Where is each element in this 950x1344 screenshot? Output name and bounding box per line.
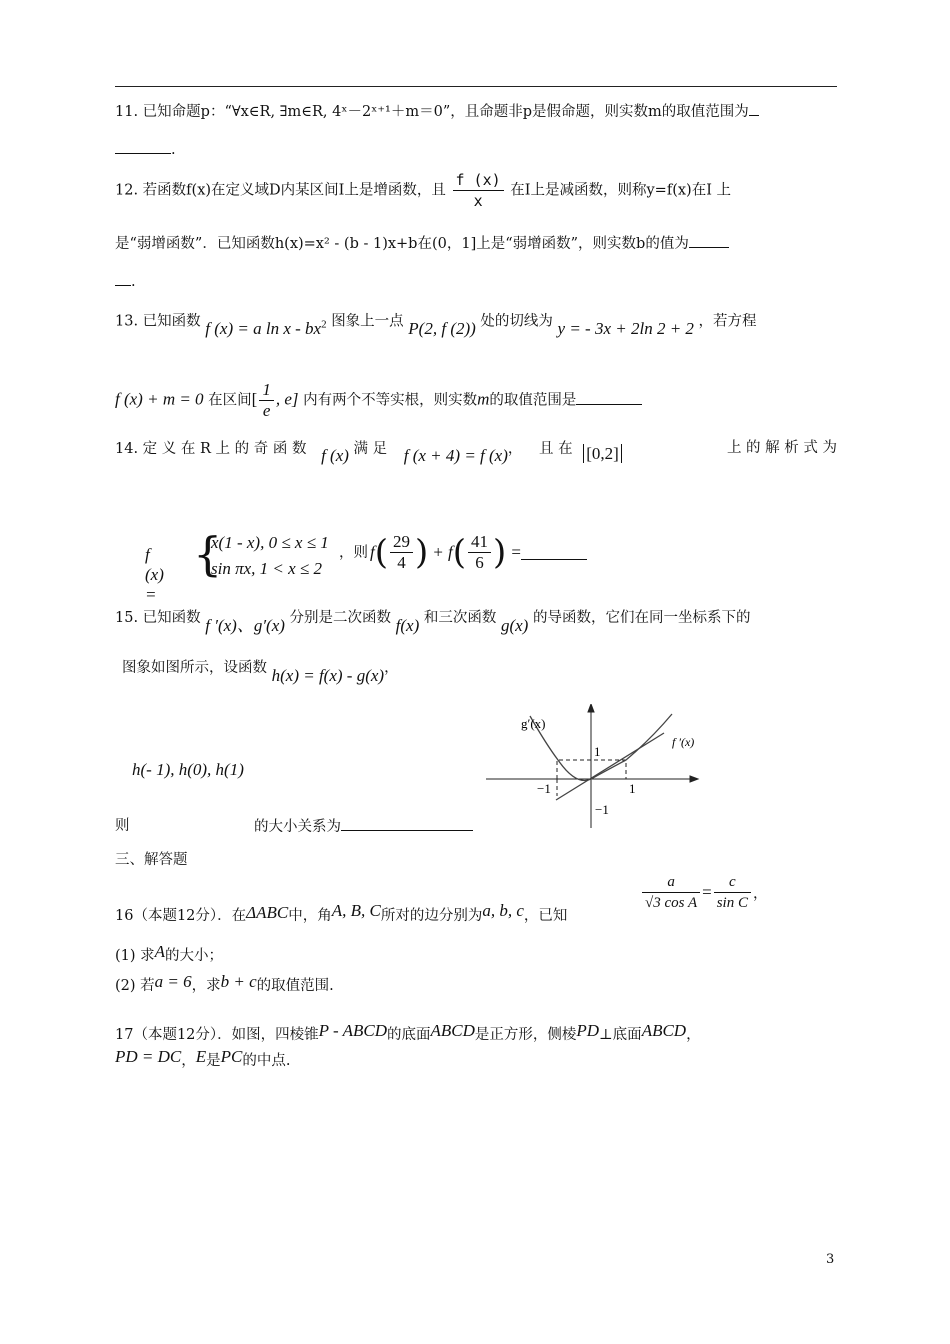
- tick-y-neg-1: −1: [595, 802, 609, 817]
- q16-part1: [115, 942, 224, 966]
- q11-blank: [115, 139, 171, 154]
- q16-lhs-fraction: [642, 872, 700, 913]
- q14-case2: sin πx, 1 < x ≤ 2: [211, 559, 322, 578]
- q14-paren-close-2: ): [493, 532, 507, 573]
- q13-func-expr: f (x) = a ln x - bx: [205, 318, 322, 338]
- q12-line1: [115, 170, 731, 211]
- q16-rhs-fraction: [714, 872, 751, 913]
- q16-p2-cond: a = 6: [154, 972, 192, 991]
- q13-equation: f (x) + m = 0: [115, 389, 204, 409]
- q16-rhs-num: c: [714, 872, 751, 893]
- q12-line3: [115, 271, 136, 292]
- q11-line2: [115, 139, 176, 160]
- tick-x-neg-1: −1: [537, 781, 551, 796]
- q12-fraction: [453, 170, 504, 211]
- q16-equation: [640, 872, 767, 913]
- q14-paren-open-2: (: [452, 532, 467, 573]
- q11-text: 11. 已知命题p：“∀x∈R, ∃m∈R, 4ˣ－2ˣ⁺¹＋m＝0”，且命题非p是假命题，则实数m的取值范围为: [115, 104, 749, 120]
- x-axis-arrow-icon: [690, 776, 698, 782]
- q14-expression: [370, 532, 587, 582]
- g-prime-curve: [530, 714, 672, 780]
- q15-hx: h(x) = f(x) - g(x): [271, 666, 385, 685]
- q14-equals: =: [511, 542, 521, 562]
- q14-fraction-1: [390, 532, 413, 573]
- q13-line2: [115, 380, 642, 421]
- q15-line2-pre: 图象如图所示，设函数: [122, 660, 267, 676]
- q17-comma: ，: [686, 1027, 701, 1043]
- q16-triangle: ΔABC: [246, 903, 289, 922]
- q13-interval-open: [: [251, 389, 258, 409]
- q15-gx: g(x): [500, 616, 529, 635]
- q15-relation: [254, 816, 473, 837]
- q17-l2-mid: ，: [181, 1053, 196, 1069]
- q14-f-letter-1: f: [370, 542, 375, 562]
- q17-text-pre: 17（本题12分）．如图，四棱锥: [115, 1027, 319, 1043]
- q13-tail-pre: 内有两个不等实根，则实数: [303, 392, 478, 409]
- q14-paren-open-1: (: [374, 532, 388, 573]
- q15-text-mid2: 和三次函数: [423, 610, 497, 626]
- q17-l2-is: 是: [206, 1053, 221, 1069]
- q13-frac-num: 1: [259, 380, 274, 401]
- q16-text-mid3: ，已知: [523, 908, 568, 924]
- q14-frac2-num: 41: [468, 532, 491, 553]
- q13-text-mid1: 图象上一点: [331, 313, 404, 330]
- q15-line1: [115, 607, 751, 635]
- q16-lhs-num: a: [642, 872, 700, 893]
- q14-f-letter-2: f: [448, 542, 453, 562]
- q13-interval-close: , e]: [275, 389, 299, 409]
- f-prime-label: f ′(x): [672, 735, 695, 749]
- q17-pyramid: P - ABCD: [318, 1021, 387, 1040]
- q13-text-post: ，若方程: [698, 313, 757, 330]
- q15-blank: [341, 816, 473, 831]
- q14-frac1-den: 4: [397, 553, 406, 572]
- q17-text-mid2: 是正方形，侧棱: [474, 1027, 577, 1043]
- q15-relation-text: 的大小关系为: [254, 819, 341, 835]
- q14-lhs: f (x) =: [145, 545, 164, 604]
- q17-l2-post: 的中点.: [242, 1053, 291, 1069]
- q17-line1: [115, 1021, 701, 1045]
- q12-text-line2: 是“弱增函数”．已知函数h(x)=x² - (b - 1)x+b在(0，1]上是“弱增函数”，则实数b的值为: [115, 236, 689, 252]
- q15-derivatives: f ′(x)、g′(x): [205, 616, 285, 635]
- page-number: 3: [826, 1252, 835, 1267]
- q13-frac-den: e: [262, 401, 271, 420]
- q16-p1-pre: (1) 求: [115, 948, 155, 964]
- q11-line1: [115, 101, 759, 122]
- q15-text-post: 的导函数，它们在同一坐标系下的: [532, 610, 751, 626]
- q13-func-sup: 2: [321, 318, 327, 330]
- g-prime-label: g′(x): [521, 716, 546, 731]
- q15-fx: f(x): [395, 616, 420, 635]
- q17-point-e: E: [195, 1047, 207, 1066]
- q16-p2-pre: (2) 若: [115, 978, 155, 994]
- q16-lhs-den: √3 cos A: [645, 895, 698, 911]
- y-axis-arrow-icon: [588, 704, 594, 712]
- q16-text-mid1: 中，角: [288, 908, 332, 924]
- q13-blank: [576, 390, 642, 405]
- q12-frac-num: f (x): [453, 170, 504, 191]
- q13-var-m: m: [477, 389, 490, 409]
- q16-rhs-den: sin C: [716, 895, 748, 911]
- q12-frac-den: x: [473, 192, 483, 210]
- q17-perp: ⊥底面: [599, 1027, 642, 1043]
- q14-interval: [0,2]: [583, 444, 622, 463]
- q16-end: ，: [752, 886, 768, 902]
- q14-condition: f (x + 4) = f (x): [403, 446, 508, 465]
- q16-equals: =: [702, 882, 712, 902]
- q13-tangent: y = - 3x + 2ln 2 + 2: [557, 318, 694, 338]
- f-prime-line: [556, 733, 664, 800]
- q13-text-mid2: 处的切线为: [480, 313, 553, 330]
- q14-plus: +: [433, 542, 443, 562]
- q12-text-pre: 12. 若函数f(x)在定义域D内某区间I上是增函数，且: [115, 182, 446, 199]
- q13-line1: [115, 306, 757, 338]
- q12-end: .: [131, 274, 136, 290]
- q13-function: [205, 319, 326, 338]
- q13-interval-label: 在区间: [208, 392, 252, 409]
- q17-edge: PD: [576, 1021, 600, 1040]
- q16-sides: a, b, c: [482, 901, 524, 920]
- q15-line2-post: ，: [384, 660, 399, 676]
- q14-blank: [521, 545, 587, 560]
- q16-text-mid2: 所对的边分别为: [380, 908, 483, 924]
- q13-point: P(2, f (2)): [408, 318, 476, 338]
- q16-part2: [115, 972, 334, 996]
- q14-frac2-den: 6: [475, 553, 484, 572]
- q11-blank-start: [749, 101, 759, 116]
- q16-p1-var: A: [154, 942, 166, 961]
- q14-satisfy: 满 足: [353, 441, 388, 457]
- q12-text-post: 在I上是减函数，则称y=f(x)在I 上: [510, 182, 732, 199]
- q12-line2: [115, 233, 729, 254]
- q16-p2-post: 的取值范围.: [256, 978, 334, 994]
- q14-frac1-num: 29: [390, 532, 413, 553]
- q16-angles: A, B, C: [331, 901, 381, 920]
- q17-base2: ABCD: [641, 1021, 687, 1040]
- q17-segment-pc: PC: [220, 1047, 243, 1066]
- q14-comma: ，: [507, 441, 523, 457]
- q15-text-mid1: 分别是二次函数: [289, 610, 392, 626]
- q15-then-label: 则: [115, 818, 130, 834]
- q14-text-post: 上 的 解 析 式 为: [726, 440, 837, 456]
- section-heading: 三、解答题: [115, 852, 188, 868]
- q13-fraction: [259, 380, 274, 421]
- tick-y-pos-1: 1: [594, 744, 601, 759]
- q11-end: .: [171, 142, 176, 158]
- q13-text-pre: 13. 已知函数: [115, 313, 201, 330]
- q14-line1: [115, 438, 837, 465]
- q15-line2: [122, 657, 399, 685]
- q14-fraction-2: [468, 532, 491, 573]
- q15-graph: [486, 704, 702, 832]
- q14-text-pre: 14. 定 义 在 R 上 的 奇 函 数: [115, 441, 307, 457]
- header-rule: [115, 86, 837, 87]
- q14-then: ，则: [339, 545, 368, 561]
- q14-and-on: 且 在: [538, 441, 573, 457]
- tick-x-pos-1: 1: [629, 781, 636, 796]
- q16-text-pre: 16（本题12分）．在: [115, 908, 247, 924]
- q14-fx: f (x): [321, 446, 349, 465]
- q17-line2: [115, 1047, 291, 1071]
- q16-p2-mid: ，求: [191, 978, 221, 994]
- q13-tail-post: 的取值范围是: [489, 392, 577, 409]
- q17-base: ABCD: [430, 1021, 475, 1040]
- q16-line1: [115, 901, 568, 926]
- q16-p1-post: 的大小；: [165, 948, 224, 964]
- q17-text-mid1: 的底面: [386, 1027, 431, 1043]
- q14-paren-close-1: ): [415, 532, 429, 573]
- q15-values: h(- 1), h(0), h(1): [132, 760, 244, 779]
- q14-case1: x(1 - x), 0 ≤ x ≤ 1: [211, 533, 329, 552]
- q15-text-pre: 15. 已知函数: [115, 610, 201, 626]
- q16-p2-expr: b + c: [220, 972, 257, 991]
- q14-brace: {: [193, 527, 223, 581]
- q12-blank-start: [689, 233, 729, 248]
- q12-blank: [115, 271, 131, 286]
- q17-equality: PD = DC: [115, 1047, 182, 1066]
